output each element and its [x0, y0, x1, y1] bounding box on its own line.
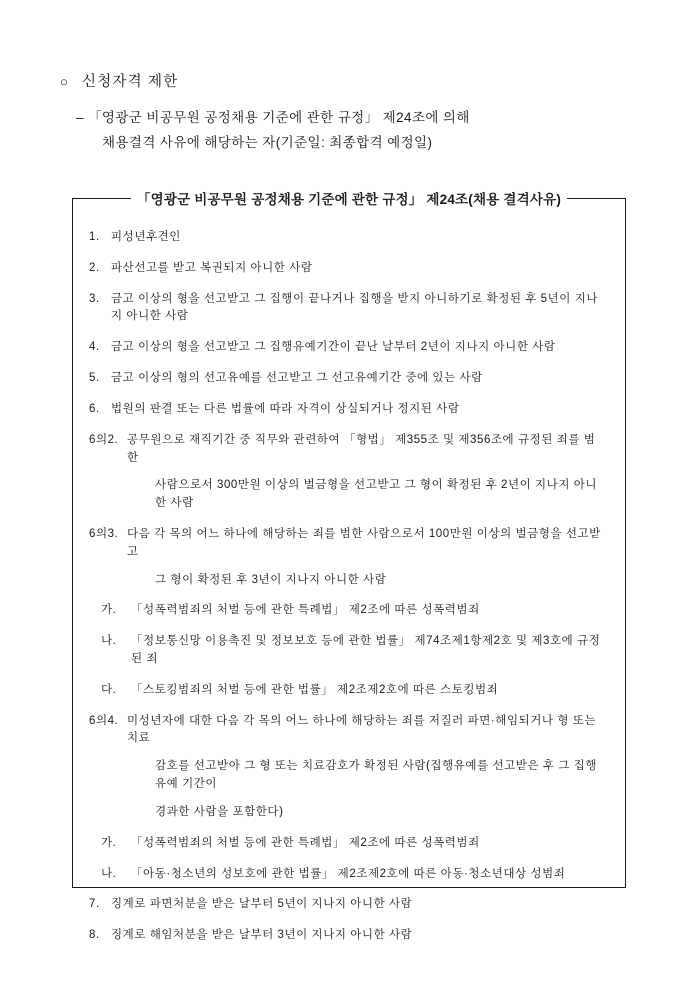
clause-number: 3. — [89, 292, 100, 305]
clause-number: 가. — [101, 604, 117, 617]
clause-text: 징계로 해임처분을 받은 날부터 3년이 지나지 아니한 사람 — [111, 929, 413, 942]
heading-line — [60, 72, 660, 94]
page-title: 신청자격 제한 — [82, 74, 179, 90]
list-item — [89, 835, 605, 853]
clause-number: 다. — [101, 683, 117, 696]
heading-subtext-line2: 채용결격 사유에 해당하는 자(기준일: 최종합격 예정일) — [102, 134, 433, 150]
clause-text: 피성년후견인 — [111, 231, 181, 243]
clause-text: 징계로 파면처분을 받은 날부터 5년이 지나지 아니한 사람 — [111, 898, 413, 911]
clause-number: 4. — [89, 341, 100, 354]
list-item — [89, 896, 605, 914]
list-item — [89, 927, 605, 945]
list-item — [89, 633, 605, 669]
list-item — [89, 401, 605, 419]
clause-text: 「정보통신망 이용촉진 및 정보보호 등에 관한 법률」 제74조제1항제2호 및 제3호에 규정된 죄 — [131, 635, 601, 665]
dash-bullet-icon: – — [76, 109, 84, 125]
law-box-title: 「영광군 비공무원 공정채용 기준에 관한 규정」 제24조(채용 결격사유) — [131, 188, 567, 208]
list-item — [89, 713, 605, 822]
clause-text-line1: 미성년자에 대한 다음 각 목의 어느 하나에 해당하는 죄를 저질러 파면·해임되거나 형 또는 치료 — [127, 714, 597, 745]
clause-text-line2: 사람으로서 300만원 이상의 벌금형을 선고받고 그 형이 확정된 후 2년이 지나지 아니한 사람 — [155, 479, 598, 510]
list-item — [89, 260, 605, 278]
clause-text — [127, 713, 605, 822]
clause-number: 5. — [89, 372, 100, 385]
clause-number: 나. — [101, 867, 117, 880]
clause-number: 6. — [89, 402, 100, 415]
clause-text: 「스토킹범죄의 처벌 등에 관한 법률」 제2조제2호에 따른 스토킹범죄 — [131, 683, 499, 696]
clause-number: 8. — [89, 929, 100, 942]
list-item — [89, 291, 605, 327]
clause-text: 「성폭력범죄의 처벌 등에 관한 특례법」 제2조에 따른 성폭력범죄 — [131, 604, 480, 617]
clause-number: 7. — [89, 898, 100, 911]
list-item — [89, 229, 605, 247]
heading-block — [60, 72, 660, 156]
clause-text — [127, 432, 605, 513]
list-item — [89, 682, 605, 700]
clause-text: 금고 이상의 형을 선고받고 그 집행이 끝나거나 집행을 받지 아니하기로 확정된 후 5년이 지나지 아니한 사람 — [111, 292, 599, 323]
clause-text: 법원의 판결 또는 다른 법률에 따라 자격이 상실되거나 정지된 사람 — [111, 402, 460, 415]
clause-number: 6의3. — [89, 527, 119, 540]
clause-number: 가. — [101, 836, 117, 849]
circle-bullet-icon: ○ — [60, 74, 69, 89]
list-item — [89, 526, 605, 589]
clause-text: 「성폭력범죄의 처벌 등에 관한 특례법」 제2조에 따른 성폭력범죄 — [131, 836, 480, 849]
clause-number: 2. — [89, 261, 100, 274]
list-item — [89, 370, 605, 388]
list-item — [89, 866, 605, 884]
clause-text-line1: 다음 각 목의 어느 하나에 해당하는 죄를 범한 사람으로서 100만원 이상의 벌금형을 선고받고 — [127, 527, 601, 558]
clause-number: 나. — [101, 635, 117, 648]
clause-text: 파산선고를 받고 복권되지 아니한 사람 — [111, 261, 313, 274]
heading-subtext-line1: 「영광군 비공무원 공정채용 기준에 관한 규정」 제24조에 의해 — [88, 109, 470, 125]
list-item — [89, 339, 605, 357]
heading-subtext — [76, 106, 660, 156]
clause-text: 「아동·청소년의 성보호에 관한 법률」 제2조제2호에 따른 아동·청소년대상 성범죄 — [131, 867, 566, 880]
clause-text-line2: 그 형이 확정된 후 3년이 지나지 아니한 사람 — [155, 573, 387, 586]
clause-text-line3: 경과한 사람을 포함한다) — [155, 805, 284, 818]
clause-text: 금고 이상의 형의 선고유예를 선고받고 그 선고유예기간 중에 있는 사람 — [111, 372, 483, 385]
list-item — [89, 432, 605, 513]
law-clause-list — [73, 199, 625, 968]
clause-text — [127, 526, 605, 589]
clause-number: 6의4. — [89, 714, 119, 727]
clause-text-line1: 공무원으로 재직기간 중 직무와 관련하여 「형법」 제355조 및 제356조에 규정된 죄를 범한 — [127, 433, 596, 464]
clause-number: 6의2. — [89, 433, 119, 446]
clause-text-line2: 감호를 선고받아 그 형 또는 치료감호가 확정된 사람(집행유예를 선고받은 후 그 집행유예 기간이 — [155, 760, 597, 791]
clause-text: 금고 이상의 형을 선고받고 그 집행유예기간이 끝난 날부터 2년이 지나지 아니한 사람 — [111, 341, 556, 354]
list-item — [89, 602, 605, 620]
clause-number: 1. — [89, 231, 100, 243]
law-box — [72, 192, 626, 942]
